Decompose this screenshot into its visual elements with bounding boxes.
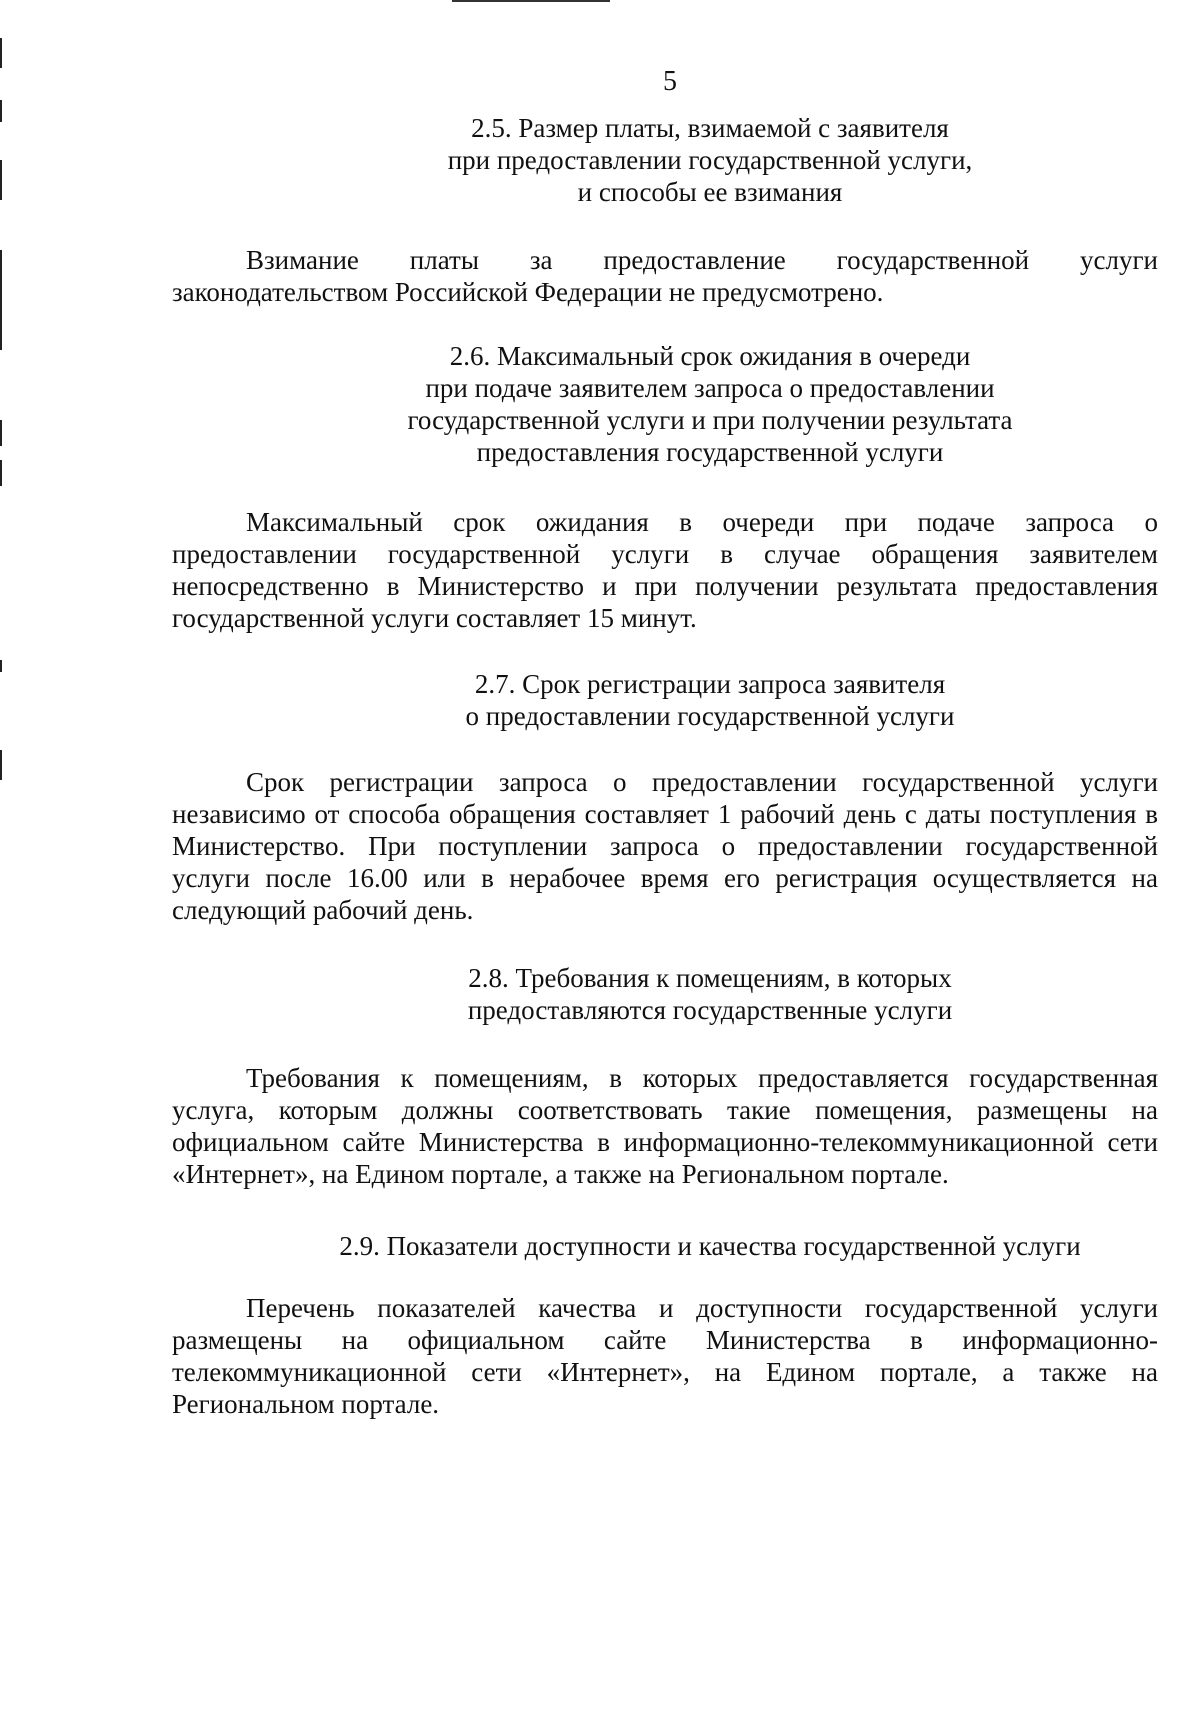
body-line: Требования к помещениям, в которых предоставляется государственная — [246, 1063, 1158, 1093]
section-body-2-9 — [172, 1292, 1158, 1420]
body-line: «Интернет», на Едином портале, а также на Региональном портале. — [172, 1159, 949, 1189]
body-line: Министерство. При поступлении запроса о предоставлении государственной — [172, 831, 1158, 861]
body-line: предоставлении государственной услуги в случае обращения заявителем — [172, 539, 1158, 569]
body-line: Максимальный срок ожидания в очереди при подаче запроса о — [246, 507, 1158, 537]
body-line: следующий рабочий день. — [172, 895, 474, 925]
section-heading-2-7 — [300, 668, 1120, 732]
heading-line: 2.6. Максимальный срок ожидания в очереди — [449, 341, 971, 371]
section-heading-2-9 — [280, 1230, 1140, 1262]
heading-line: 2.9. Показатели доступности и качества государственной услуги — [339, 1231, 1081, 1261]
body-line: телекоммуникационной сети «Интернет», на Едином портале, а также на — [172, 1357, 1158, 1387]
body-line: размещены на официальном сайте Министерства в информационно- — [172, 1325, 1158, 1355]
body-line: Региональном портале. — [172, 1389, 440, 1419]
heading-line: при предоставлении государственной услуги, — [447, 145, 973, 175]
heading-line: и способы ее взимания — [577, 177, 843, 207]
body-line: непосредственно в Министерство и при получении результата предоставления — [172, 571, 1158, 601]
body-line: Взимание платы за предоставление государственной услуги — [246, 245, 1158, 275]
section-body-2-6 — [172, 506, 1158, 634]
section-heading-2-5 — [300, 112, 1120, 208]
scan-edge-mark — [0, 160, 2, 200]
heading-line: 2.5. Размер платы, взимаемой с заявителя — [471, 113, 949, 143]
scan-edge-mark — [0, 250, 2, 350]
scan-edge-mark — [0, 420, 2, 446]
heading-line: государственной услуги и при получении результата — [407, 405, 1013, 435]
page-number: 5 — [663, 66, 677, 97]
section-heading-2-8 — [300, 962, 1120, 1026]
body-line: официальном сайте Министерства в информационно-телекоммуникационной сети — [172, 1127, 1158, 1157]
heading-line: при подаче заявителем запроса о предоставлении — [425, 373, 995, 403]
scan-edge-mark — [0, 100, 2, 122]
scan-edge-mark — [0, 38, 2, 68]
body-line: Срок регистрации запроса о предоставлении государственной услуги — [246, 767, 1158, 797]
heading-line: предоставляются государственные услуги — [467, 995, 953, 1025]
heading-line: 2.7. Срок регистрации запроса заявителя — [474, 669, 946, 699]
heading-line: 2.8. Требования к помещениям, в которых — [468, 963, 952, 993]
top-scan-rule — [452, 0, 610, 2]
scan-edge-mark — [0, 460, 2, 486]
body-line: услуги после 16.00 или в нерабочее время его регистрация осуществляется на — [172, 863, 1158, 893]
body-line: Перечень показателей качества и доступности государственной услуги — [246, 1293, 1158, 1323]
heading-line: предоставления государственной услуги — [476, 437, 944, 467]
section-body-2-5 — [172, 244, 1158, 308]
section-body-2-8 — [172, 1062, 1158, 1190]
body-line: независимо от способа обращения составляет 1 рабочий день с даты поступления в — [172, 799, 1158, 829]
heading-line: о предоставлении государственной услуги — [465, 701, 955, 731]
body-line: законодательством Российской Федерации не предусмотрено. — [172, 277, 884, 307]
body-line: государственной услуги составляет 15 минут. — [172, 603, 697, 633]
scan-edge-mark — [0, 750, 2, 780]
scan-edge-mark — [0, 660, 2, 672]
section-heading-2-6 — [300, 340, 1120, 468]
body-line: услуга, которым должны соответствовать такие помещения, размещены на — [172, 1095, 1158, 1125]
section-body-2-7 — [172, 766, 1158, 926]
